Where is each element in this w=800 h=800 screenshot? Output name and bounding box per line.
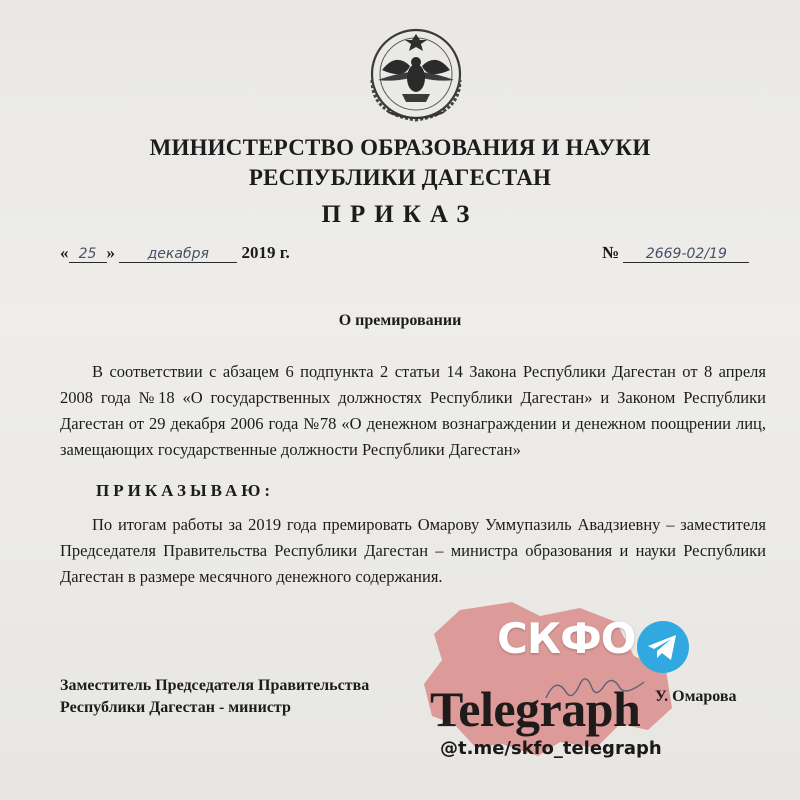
order-title: ПРИКАЗ <box>321 201 479 228</box>
watermark-brand-text: Telegraph <box>430 681 641 737</box>
signer-position-line2: Республики Дагестан - министр <box>60 699 291 716</box>
order-number <box>602 243 749 263</box>
date-day: 25 <box>69 246 107 263</box>
date-open-quote: « <box>60 243 69 262</box>
signer-name: У. Омарова <box>655 688 737 705</box>
order-directive-word: ПРИКАЗЫВАЮ: <box>96 481 275 500</box>
order-number-value: 2669-02/19 <box>623 246 749 263</box>
signer-position <box>60 675 369 719</box>
preamble-paragraph: В соответствии с абзацем 6 подпункта 2 статьи 14 Закона Республики Дагестан от 8 апреля 2008 года №18 «О государственных должностях Республики Дагестан» и Законом Республики Дагестан от 29 декабря 2006 года №78 «О денежном вознаграждении и денежном поощрении лиц, замещающих государственные должности Республики Дагестан» <box>60 362 766 459</box>
watermark-channel-handle[interactable]: @t.me/skfo_telegraph <box>440 738 662 759</box>
ministry-title-line2: РЕСПУБЛИКИ ДАГЕСТАН <box>248 165 552 190</box>
order-paragraph: По итогам работы за 2019 года премировать Омарову Уммупазиль Авадзиевну – заместителя Председателя Правительства Республики Дагестан – министра образования и науки Республики Дагестан в размере месячного денежного содержания. <box>60 515 766 586</box>
telegram-icon[interactable] <box>636 620 690 674</box>
ministry-title-line1: МИНИСТЕРСТВО ОБРАЗОВАНИЯ И НАУКИ <box>149 135 651 160</box>
date-year: 2019 г. <box>241 243 290 262</box>
order-subject: О премировании <box>338 312 462 329</box>
ministry-title <box>0 133 800 193</box>
date-month: декабря <box>119 246 237 263</box>
watermark-logo-text: СКФО <box>497 614 636 663</box>
order-number-label: № <box>602 243 620 262</box>
signer-position-line1: Заместитель Председателя Правительства <box>60 677 370 694</box>
order-date <box>60 243 290 263</box>
coat-of-arms-emblem <box>358 20 474 126</box>
date-close-quote: » <box>106 243 115 262</box>
